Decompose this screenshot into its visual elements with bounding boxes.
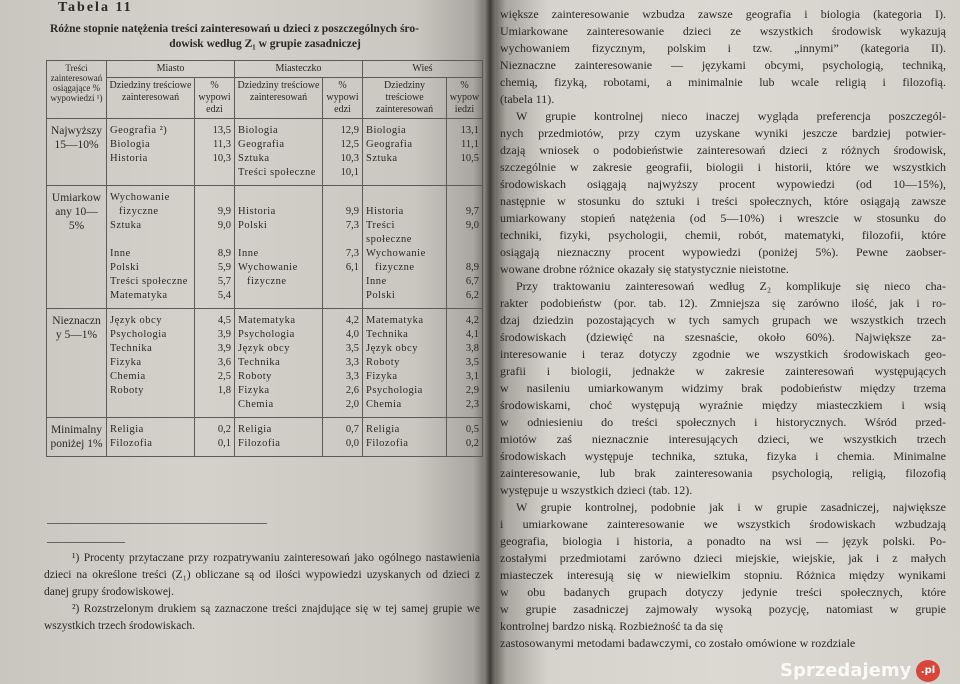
domain-name-miasteczko: Technika <box>235 356 323 370</box>
table-row <box>47 138 483 152</box>
domain-percent-miasteczko: 2,0 <box>323 398 363 418</box>
domain-percent-miasto: 0,2 <box>195 418 235 438</box>
domain-percent-miasto: 3,9 <box>195 328 235 342</box>
domain-name-wies: Inne <box>363 275 447 289</box>
domain-name-wies: Chemia <box>363 398 447 418</box>
table-label: Tabela 11 <box>58 0 133 15</box>
domain-percent-miasto: 9,0 <box>195 219 235 247</box>
domain-percent-miasteczko: 12,9 <box>323 119 363 139</box>
domain-name-miasteczko: Biologia <box>235 119 323 139</box>
domain-name-miasto: Wychowanie <box>107 186 195 206</box>
domain-name-miasteczko: Fizyka <box>235 384 323 398</box>
domain-name-wies: Język obcy <box>363 342 447 356</box>
domain-percent-miasto: 3,6 <box>195 356 235 370</box>
domain-percent-miasteczko: 0,7 <box>323 418 363 438</box>
domain-name-miasteczko: Wychowanie <box>235 261 323 275</box>
text-line: dzają wniosek o podobieństwie zainteresowań dzieci z różnych środowisk, <box>500 143 946 157</box>
domain-name-miasto: Geografia ²) <box>107 119 195 139</box>
table-row <box>47 398 483 418</box>
domain-name-wies <box>363 186 447 206</box>
domain-percent-miasteczko <box>323 186 363 206</box>
domain-percent-miasto <box>195 186 235 206</box>
domain-name-miasteczko: Język obcy <box>235 342 323 356</box>
domain-name-miasto: Psychologia <box>107 328 195 342</box>
text-line: grafii i biologii, jednakże w zakresie zainteresowań występujących <box>500 364 946 378</box>
text-line: W grupie kontrolnej nieco inaczej wygląda preferencja poszczegól- <box>516 109 946 123</box>
domain-name-miasto: Polski <box>107 261 195 275</box>
domain-name-miasto: Fizyka <box>107 356 195 370</box>
domain-name-miasto: Język obcy <box>107 309 195 329</box>
header-env-miasteczko: Miasteczko <box>235 61 363 78</box>
text-line: zostałymi przedmiotami zarówno dzieci miejskie, wiejskie, jak i z małych <box>500 551 946 565</box>
text-line: w odniesieniu do treści społecznych i historycznych. Wśród przed- <box>500 415 946 429</box>
domain-name-miasto: Treści społeczne <box>107 275 195 289</box>
text-line: nych przedmiotów, przy czym uzyskane wyniki jeszcze bardziej potwier- <box>500 126 946 140</box>
domain-name-miasto: Biologia <box>107 138 195 152</box>
domain-percent-miasto <box>195 166 235 186</box>
table-title <box>50 22 480 52</box>
domain-percent-miasteczko: 7,3 <box>323 247 363 261</box>
domain-percent-miasteczko: 0,0 <box>323 437 363 457</box>
domain-percent-wies: 9,7 <box>447 205 483 219</box>
text-line: interesowanie i teraz dotyczy zgodnie we wszystkich środowiskach geo- <box>500 347 946 361</box>
table-title-line1: Różne stopnie natężenia treści zainteresowań u dzieci z poszczególnych śro- <box>50 23 419 35</box>
row-category: Minimalny poniżej 1% <box>47 418 107 457</box>
domain-percent-miasto: 3,9 <box>195 342 235 356</box>
text-line: umiarkowany stopień natężenia (od 5—10%) i wreszcie w stosunku do <box>500 211 946 225</box>
header-pct: % wypowiedzi <box>447 78 483 119</box>
text-line: rakter podobieństw (por. tab. 12). Zmniejsza się zarówno ilość, jak i ro- <box>500 296 946 310</box>
domain-percent-miasto: 1,8 <box>195 384 235 398</box>
table-row <box>47 370 483 384</box>
domain-percent-wies <box>447 247 483 261</box>
domain-name-miasteczko: Roboty <box>235 370 323 384</box>
table-row <box>47 119 483 139</box>
text-line: środowiskach występuje technika, sztuka, fizyka i chemia. Minimalne <box>500 449 946 463</box>
domain-name-miasto: Filozofia <box>107 437 195 457</box>
domain-name-miasto: Roboty <box>107 384 195 398</box>
row-category: Umiarkowany 10—5% <box>47 186 107 309</box>
domain-percent-miasto: 5,9 <box>195 261 235 275</box>
table-row <box>47 289 483 309</box>
domain-name-wies: Sztuka <box>363 152 447 166</box>
domain-percent-miasto: 8,9 <box>195 247 235 261</box>
domain-name-miasto: Religia <box>107 418 195 438</box>
text-line: w obu badanych grupach dotyczy jedynie treści społecznych, które <box>500 585 946 599</box>
text-line: Umiarkowane zainteresowanie dzieci ze wszystkich środowisk wykazują <box>500 24 946 38</box>
domain-name-miasto: fizyczne <box>107 205 195 219</box>
domain-name-wies: Roboty <box>363 356 447 370</box>
table-row <box>47 152 483 166</box>
domain-percent-miasto: 9,9 <box>195 205 235 219</box>
domain-name-miasteczko: Matematyka <box>235 309 323 329</box>
domain-percent-wies: 2,9 <box>447 384 483 398</box>
domain-percent-miasto <box>195 398 235 418</box>
domain-percent-wies <box>447 166 483 186</box>
domain-percent-miasto: 2,5 <box>195 370 235 384</box>
text-line: występuje u wszystkich dzieci (tab. 12). <box>500 483 693 497</box>
domain-percent-wies: 9,0 <box>447 219 483 247</box>
table-row <box>47 205 483 219</box>
domain-name-miasto: Technika <box>107 342 195 356</box>
text-line: środowiskach (dziewięć na szesnaście, około 60%). Największe za- <box>500 330 946 344</box>
domain-percent-wies: 8,9 <box>447 261 483 275</box>
domain-percent-miasto: 4,5 <box>195 309 235 329</box>
text-line: środowiskach osiągają najwyższy procent wypowiedzi (od 10—15%), <box>500 177 946 191</box>
watermark-logo: Sprzedajemy <box>780 660 912 681</box>
domain-percent-wies: 11,1 <box>447 138 483 152</box>
footnote-2: ²) Rozstrzelonym drukiem są zaznaczone treści znajdujące się w tej samej grupie we wszystkich trzech środowiskach. <box>44 603 480 632</box>
domain-percent-miasteczko: 3,5 <box>323 342 363 356</box>
header-pct: % wypowiedzi <box>323 78 363 119</box>
domain-name-miasteczko: Historia <box>235 205 323 219</box>
domain-percent-miasteczko: 7,3 <box>323 219 363 247</box>
domain-percent-wies: 10,5 <box>447 152 483 166</box>
text-line: dzaj dziedzin pozostających w tych samych grupach we wszystkich trzech <box>500 313 946 327</box>
footnote-separator <box>47 542 125 543</box>
domain-name-wies: Psychologia <box>363 384 447 398</box>
text-line: następnie w stosunku do sztuki i treści społecznych, które osiągają zawsze <box>500 194 946 208</box>
domain-name-miasteczko <box>235 289 323 309</box>
domain-name-wies: Filozofia <box>363 437 447 457</box>
domain-name-wies: Fizyka <box>363 370 447 384</box>
domain-percent-miasteczko: 10,1 <box>323 166 363 186</box>
domain-percent-miasto: 5,4 <box>195 289 235 309</box>
table-11 <box>46 60 482 457</box>
text-line: Nieznaczne zainteresowanie — językami obcymi, psychologią, techniką, <box>500 58 946 72</box>
domain-name-miasteczko: Sztuka <box>235 152 323 166</box>
domain-name-miasteczko: Chemia <box>235 398 323 418</box>
domain-name-wies: Biologia <box>363 119 447 139</box>
header-domain: Dziedziny treściowe zainteresowań <box>107 78 195 119</box>
text-line: W grupie kontrolnej, podobnie jak i w grupie zasadniczej, największe <box>516 500 946 514</box>
domain-name-miasto <box>107 398 195 418</box>
domain-percent-miasteczko: 3,3 <box>323 370 363 384</box>
domain-percent-miasteczko <box>323 289 363 309</box>
text-line: geografia, biologia i historia, a ponadto na wsi — język polski. Po- <box>500 534 946 548</box>
domain-name-miasteczko: Geografia <box>235 138 323 152</box>
text-line: w grupie zasadniczej zajmowały wysoką pozycję, natomiast w grupie <box>500 602 946 616</box>
domain-percent-miasteczko: 10,3 <box>323 152 363 166</box>
footnotes <box>44 550 480 635</box>
header-domain: Dziedziny treściowe zainteresowań <box>235 78 323 119</box>
domain-percent-wies: 3,8 <box>447 342 483 356</box>
header-category: Treści zainteresowań osiągające % wypowiedzi ¹) <box>47 61 107 119</box>
text-line: osiągają nieznaczny procent wypowiedzi (poniżej 5%). Pewne zaobser- <box>500 245 946 259</box>
text-line: wychowaniem fizycznym, polskim i tzw. „innymi” (kategoria II). <box>500 41 946 55</box>
header-env-miasto: Miasto <box>107 61 235 78</box>
table-row <box>47 342 483 356</box>
footnote-1: ¹) Procenty przytaczane przy rozpatrywaniu zainteresowań jako ogólnego nastawienia dzieci na określone treści (Z₁) obliczane są od ilości wypowiedzi uzyskanych od dzieci z danej grupy środowiskowej. <box>44 552 480 598</box>
domain-percent-wies: 0,5 <box>447 418 483 438</box>
table-title-line2: dowisk według Z₁ w grupie zasadniczej <box>169 38 361 50</box>
table-row <box>47 186 483 206</box>
domain-percent-miasto: 10,3 <box>195 152 235 166</box>
text-line: miotów zaś nieznacznie interesujących dzieci, we wszystkich trzech <box>500 432 946 446</box>
domain-percent-wies: 13,1 <box>447 119 483 139</box>
domain-percent-wies: 4,1 <box>447 328 483 342</box>
domain-name-wies: Historia <box>363 205 447 219</box>
text-line: zastosowanymi metodami badawczymi, co zostało omówione w rozdziale <box>500 636 856 650</box>
domain-name-miasto: Chemia <box>107 370 195 384</box>
right-page-body-text <box>500 6 946 652</box>
text-line: zainteresowanie, lub brak zainteresowania psychologią, religią, filozofią <box>500 466 946 480</box>
domain-name-wies: fizyczne <box>363 261 447 275</box>
watermark-badge: .pl <box>916 660 940 682</box>
domain-name-miasto: Inne <box>107 247 195 261</box>
header-env-wies: Wieś <box>363 61 483 78</box>
domain-name-wies: Religia <box>363 418 447 438</box>
table-row <box>47 328 483 342</box>
domain-name-miasteczko: fizyczne <box>235 275 323 289</box>
domain-name-miasteczko: Psychologia <box>235 328 323 342</box>
domain-percent-miasteczko <box>323 275 363 289</box>
domain-name-miasto: Historia <box>107 152 195 166</box>
domain-percent-miasteczko: 9,9 <box>323 205 363 219</box>
table-row <box>47 247 483 261</box>
domain-name-miasteczko: Polski <box>235 219 323 247</box>
text-line: (tabela 11). <box>500 92 555 106</box>
text-line: kontrolnej bardzo niską. Rozbieżność ta da się <box>500 619 723 633</box>
text-line: szczególnie w zakresie geografii, biologii i historii, które we wszystkich <box>500 160 946 174</box>
table-body <box>47 119 483 457</box>
book-gutter <box>484 0 496 684</box>
domain-name-miasteczko: Filozofia <box>235 437 323 457</box>
domain-percent-wies: 3,5 <box>447 356 483 370</box>
domain-percent-wies: 2,3 <box>447 398 483 418</box>
domain-percent-wies: 4,2 <box>447 309 483 329</box>
table-bottom-rule <box>47 523 267 524</box>
domain-percent-miasteczko: 4,0 <box>323 328 363 342</box>
domain-name-wies: Polski <box>363 289 447 309</box>
header-domain: Dziedziny treściowe zainteresowań <box>363 78 447 119</box>
domain-name-wies: Wychowanie <box>363 247 447 261</box>
domain-percent-miasto: 13,5 <box>195 119 235 139</box>
domain-percent-wies <box>447 186 483 206</box>
domain-name-miasto <box>107 166 195 186</box>
header-pct: % wypowiedzi <box>195 78 235 119</box>
table-row <box>47 309 483 329</box>
text-line: Przy traktowaniu zainteresowań według Z₂ komplikuje się nieco cha- <box>516 279 946 293</box>
domain-name-miasto: Matematyka <box>107 289 195 309</box>
domain-percent-miasteczko: 12,5 <box>323 138 363 152</box>
domain-name-miasteczko: Treści społeczne <box>235 166 323 186</box>
domain-percent-wies: 0,2 <box>447 437 483 457</box>
domain-percent-wies: 6,2 <box>447 289 483 309</box>
text-line: środowiskami, choć występują wyraźnie między miasteczkiem i wsią <box>500 398 946 412</box>
domain-name-miasteczko <box>235 186 323 206</box>
table-row <box>47 275 483 289</box>
row-category: Nieznaczny 5—1% <box>47 309 107 418</box>
table-row <box>47 166 483 186</box>
domain-percent-miasteczko: 3,3 <box>323 356 363 370</box>
text-line: techniki, fizyki, psychologii, chemii, robót, matematyki, filozofii, które <box>500 228 946 242</box>
table-row <box>47 384 483 398</box>
text-line: i umiarkowane zainteresowanie we wszystkich środowiskach wzbudzają <box>500 517 946 531</box>
domain-percent-wies: 3,1 <box>447 370 483 384</box>
domain-name-wies: Geografia <box>363 138 447 152</box>
domain-percent-miasto: 11,3 <box>195 138 235 152</box>
domain-name-miasteczko: Religia <box>235 418 323 438</box>
table-row <box>47 261 483 275</box>
domain-name-wies: Technika <box>363 328 447 342</box>
table-row <box>47 418 483 438</box>
text-line: chemią, fizyką, robotami, a minimalnie lub wcale religią i filozofią. <box>500 75 946 89</box>
text-line: w nasileniu umiarkowanym widzimy brak podobieństw między trzema <box>500 381 946 395</box>
row-category: Najwyższy 15—10% <box>47 119 107 186</box>
text-line: większe zainteresowanie wzbudza zawsze geografia i biologia (kategoria I). <box>500 7 946 21</box>
domain-percent-miasto: 0,1 <box>195 437 235 457</box>
table-row <box>47 437 483 457</box>
table-row <box>47 219 483 247</box>
table-row <box>47 356 483 370</box>
text-line: miasteczek interesują się w niewielkim stopniu. Różnica między wynikami <box>500 568 946 582</box>
domain-percent-miasteczko: 4,2 <box>323 309 363 329</box>
domain-percent-wies: 6,7 <box>447 275 483 289</box>
domain-name-wies <box>363 166 447 186</box>
domain-name-miasteczko: Inne <box>235 247 323 261</box>
domain-percent-miasteczko: 6,1 <box>323 261 363 275</box>
domain-percent-miasto: 5,7 <box>195 275 235 289</box>
domain-name-wies: Treści społeczne <box>363 219 447 247</box>
domain-name-wies: Matematyka <box>363 309 447 329</box>
domain-percent-miasteczko: 2,6 <box>323 384 363 398</box>
text-line: wowane drobne różnice okazały się statystycznie nieistotne. <box>500 262 789 276</box>
domain-name-miasto: Sztuka <box>107 219 195 247</box>
